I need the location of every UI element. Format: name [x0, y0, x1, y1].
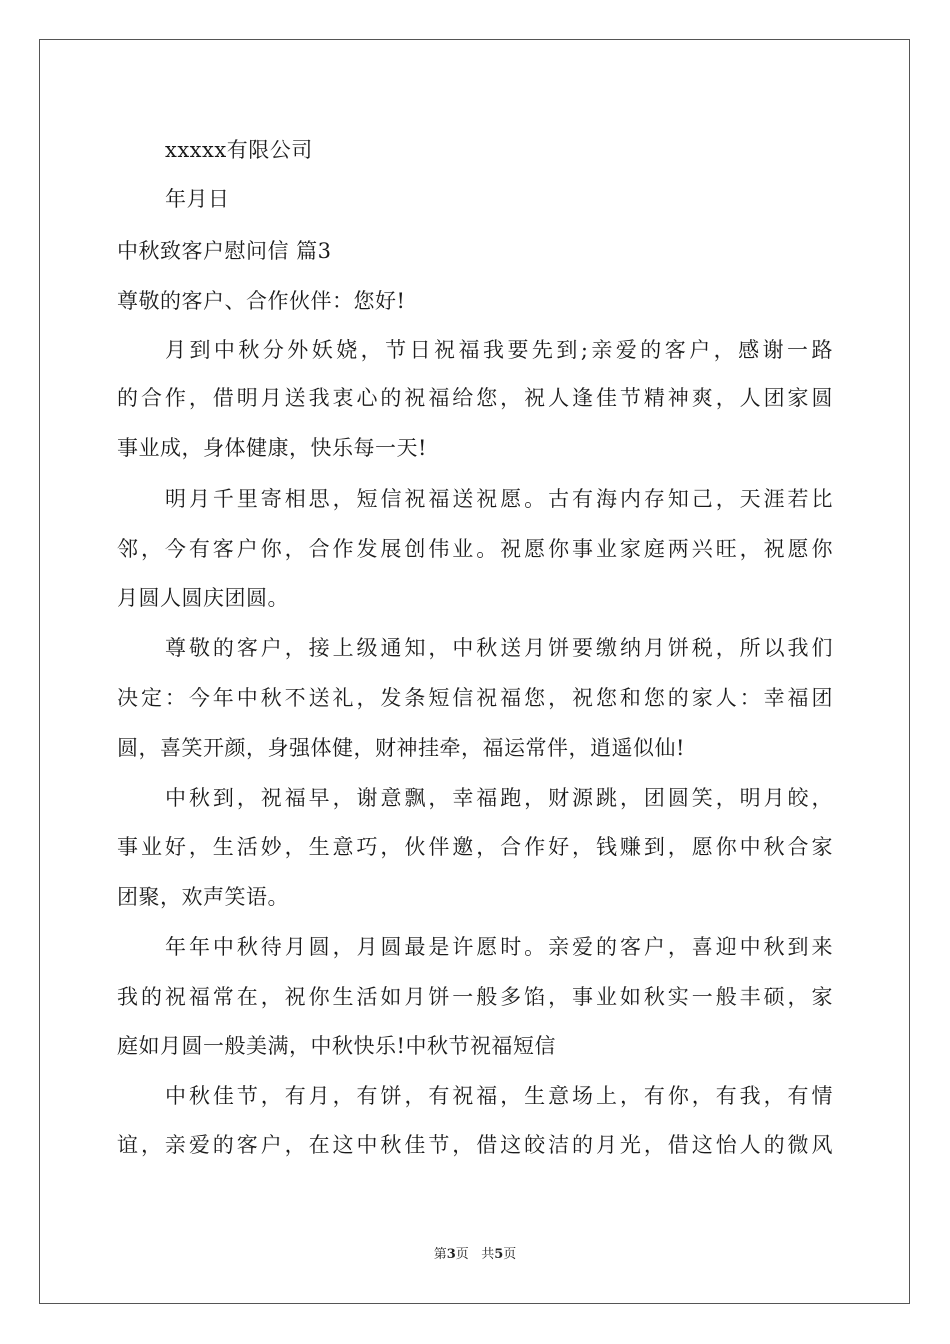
page-border — [39, 39, 910, 1304]
paragraph-3-line-1: 尊敬的客户，接上级通知，中秋送月饼要缴纳月饼税，所以我们 — [165, 636, 833, 660]
paragraph-1-line-1: 月到中秋分外妖娆，节日祝福我要先到;亲爱的客户，感谢一路 — [165, 338, 833, 362]
paragraph-1-line-2: 的合作，借明月送我衷心的祝福给您，祝人逢佳节精神爽，人团家圆 — [117, 386, 833, 410]
signature-date: 年月日 — [165, 187, 230, 211]
paragraph-2-line-2: 邻，今有客户你，合作发展创伟业。祝愿你事业家庭两兴旺，祝愿你 — [117, 537, 833, 561]
paragraph-2-line-3: 月圆人圆庆团圆。 — [117, 586, 289, 610]
paragraph-6-line-2: 谊，亲爱的客户，在这中秋佳节，借这皎洁的月光，借这怡人的微风 — [117, 1133, 833, 1157]
paragraph-3-line-3: 圆，喜笑开颜，身强体健，财神挂牵，福运常伴，逍遥似仙! — [117, 736, 685, 760]
paragraph-5-line-1: 年年中秋待月圆，月圆最是许愿时。亲爱的客户，喜迎中秋到来 — [165, 935, 833, 959]
page-indicator-middle: 页 共 — [455, 1247, 495, 1262]
paragraph-4-line-3: 团聚，欢声笑语。 — [117, 885, 289, 909]
current-page-number: 3 — [446, 1247, 456, 1262]
paragraph-5-line-2: 我的祝福常在，祝你生活如月饼一般多馅，事业如秋实一般丰硕，家 — [117, 985, 833, 1009]
paragraph-6-line-1: 中秋佳节，有月，有饼，有祝福，生意场上，有你，有我，有情 — [165, 1084, 833, 1108]
company-name: xxxxx有限公司 — [165, 138, 313, 162]
paragraph-4-line-2: 事业好，生活妙，生意巧，伙伴邀，合作好，钱赚到，愿你中秋合家 — [117, 835, 833, 859]
letter-heading: 中秋致客户慰问信 篇3 — [117, 239, 332, 263]
page-indicator-prefix: 第 — [433, 1247, 447, 1262]
total-pages-number: 5 — [494, 1247, 504, 1262]
paragraph-4-line-1: 中秋到，祝福早，谢意飘，幸福跑，财源跳，团圆笑，明月皎， — [165, 786, 833, 810]
paragraph-1-line-3: 事业成，身体健康，快乐每一天! — [117, 436, 427, 460]
greeting: 尊敬的客户、合作伙伴：您好! — [117, 289, 406, 313]
page-indicator — [0, 1246, 950, 1264]
paragraph-5-line-3: 庭如月圆一般美满，中秋快乐!中秋节祝福短信 — [117, 1034, 556, 1058]
paragraph-3-line-2: 决定：今年中秋不送礼，发条短信祝福您，祝您和您的家人：幸福团 — [117, 686, 833, 710]
paragraph-2-line-1: 明月千里寄相思，短信祝福送祝愿。古有海内存知己，天涯若比 — [165, 487, 833, 511]
page-indicator-suffix: 页 — [503, 1247, 517, 1262]
